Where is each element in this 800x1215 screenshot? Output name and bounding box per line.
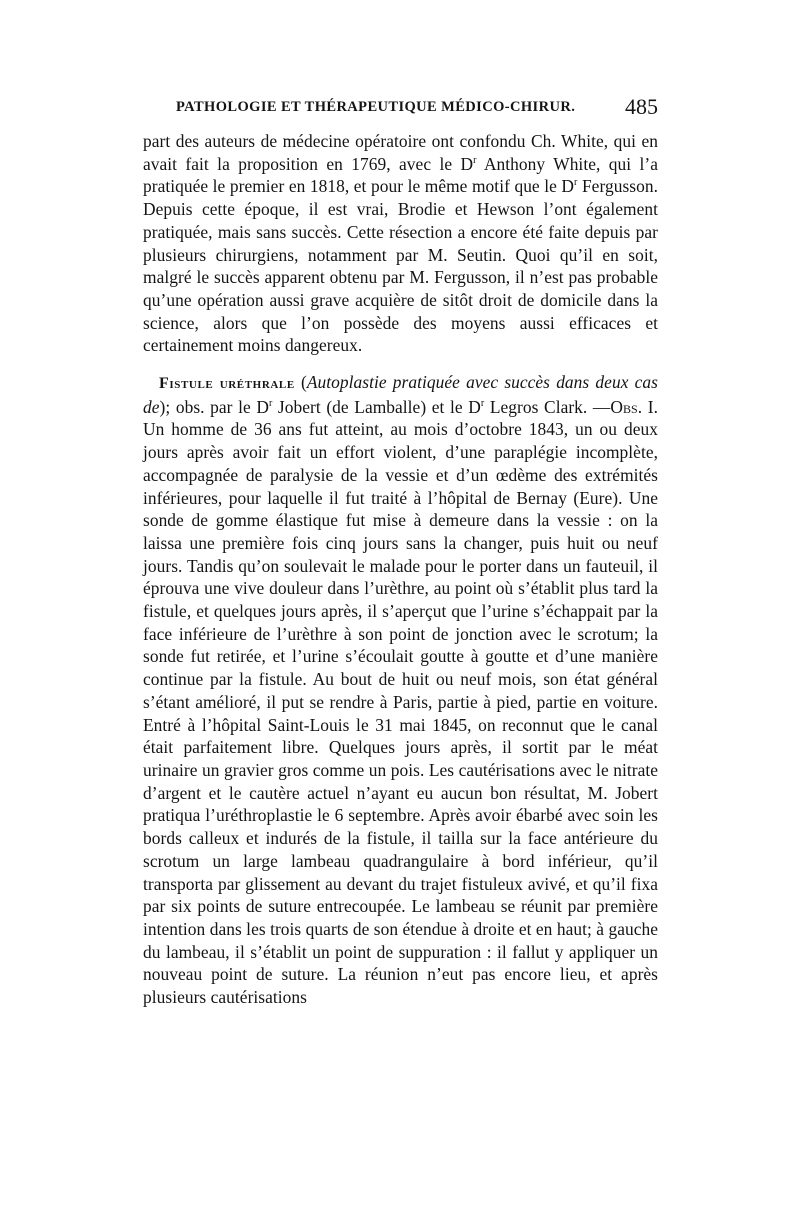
superscript: r: [268, 397, 273, 409]
superscript: r: [480, 397, 485, 409]
text-run: I. Un homme de 36 ans fut atteint, au mois d’octobre 1843, un ou deux jours après avoir fait un effort violent, d’une paraplégie incomplète, accompagnée de paralysie de la vessie et d’un œdème des extrémités inférieures, pour laquelle il fut traité à l’hôpital de Bernay (Eure). Une sonde de gomme élastique fut mise à demeure dans la vessie : on la laissa une première fois cinq jours sans la changer, puis huit ou neuf jours. Tandis qu’on soulevait le malade pour le porter dans un fauteuil, il éprouva une vive douleur dans l’urèthre, au point où s’établit plus tard la fistule, et quelques jours après, il s’aperçut que l’urine s’échappait par la face inférieure de l’urèthre à son point de jonction avec le scrotum; la sonde fut retirée, et l’urine s’écoulait goutte à goutte et d’une manière continue par la fistule. Au bout de huit ou neuf mois, son état général s’étant amélioré, il put se rendre à Paris, partie à pied, partie en voiture. Entré à l’hôpital Saint-Louis le 31 mai 1845, on reconnut que le canal était parfaitement libre. Quelques jours après, il sortit par le méat urinaire un gravier gros comme un pois. Les cautérisations avec le nitrate d’argent et le cautère actuel n’ayant eu aucun bon résultat, M. Jobert pratiqua l’uréthroplastie le 6 septembre. Après avoir ébarbé avec soin les bords calleux et indurés de la fistule, il tailla sur la face antérieure du scrotum un large lambeau quadrangulaire à bord inférieur, qu’il transporta par glissement au devant du trajet fistuleux avivé, et qu’il fixa par six points de suture entrecoupée. Le lambeau se réunit par première intention dans les trois quarts de son étendue à droite et en haut; à gauche du lambeau, il s’établit un point de suppuration : il fallut y appliquer un nouveau point de suture. La réunion n’eut pas encore lieu, et après plusieurs cautérisations: [143, 396, 659, 1008]
text-run: (: [294, 372, 307, 393]
text-run: part des auteurs de médecine opératoire ont confondu Ch. White, qui en avait fait la proposition en 1769, avec le D: [143, 131, 658, 174]
obs-label: Obs.: [610, 396, 643, 417]
running-head: PATHOLOGIE ET THÉRAPEUTIQUE MÉDICO-CHIRUR.: [176, 99, 576, 115]
paragraph-resection: [143, 130, 658, 357]
page-body: [143, 130, 658, 1009]
superscript: r: [574, 177, 578, 189]
section-title: Fistule uréthrale: [159, 375, 295, 393]
text-run: Jobert (de Lamballe) et le D: [272, 396, 481, 417]
italic-subtitle: Autoplastie pratiquée avec succès dans deux cas de: [143, 372, 658, 417]
text-run: Anthony White, qui l’a pratiquée le premier en 1818, et pour le même motif que le D: [143, 153, 658, 197]
text-run: Legros Clark. —: [484, 396, 611, 417]
page-header: [168, 96, 658, 120]
superscript: r: [473, 154, 477, 166]
text-run: Fergusson. Depuis cette époque, il est vrai, Brodie et Hewson l’ont également pratiquée, mais sans succès. Cette résection a encore été faite depuis par plusieurs chirurgiens, notamment par M. Seutin. Quoi qu’il en soit, malgré le succès apparent obtenu par M. Fergusson, il n’est pas probable qu’une opération aussi grave acquière de sitôt droit de domicile dans la science, alors que l’on possède des moyens aussi efficaces et certainement moins dangereux.: [143, 176, 658, 356]
text-run: ); obs. par le D: [159, 396, 269, 417]
paragraph-fistule-urethrale: [143, 371, 658, 1009]
page-number: 485: [625, 94, 658, 119]
